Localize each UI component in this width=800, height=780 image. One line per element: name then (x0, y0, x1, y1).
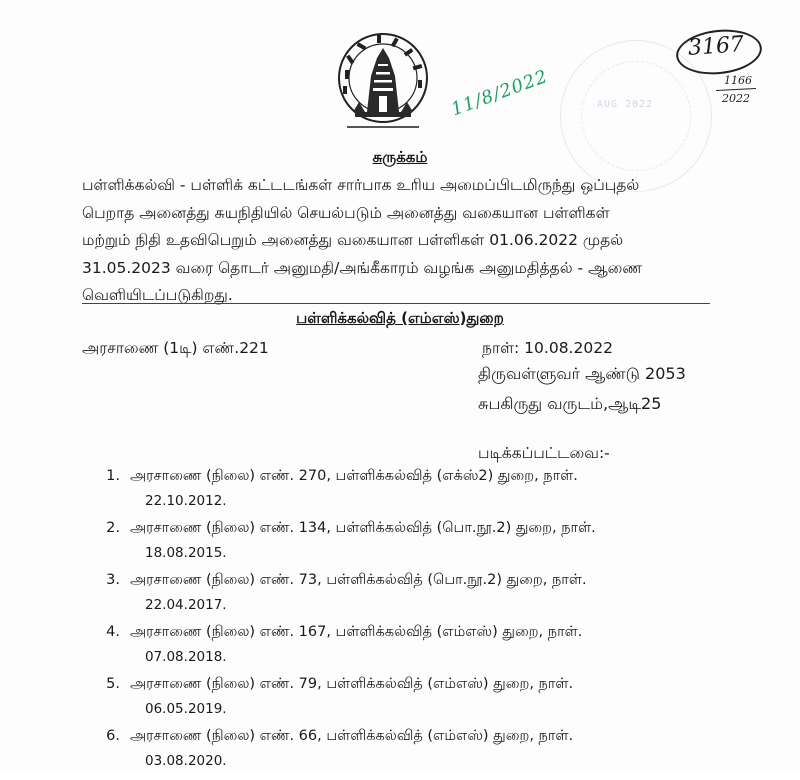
summary-line: வெளியிடப்படுகிறது. (82, 286, 233, 304)
reference-item (100, 520, 740, 572)
government-order-number: அரசாணை (1டி) எண்.221 (82, 339, 269, 357)
reference-number: 4. (106, 624, 120, 640)
reference-item (100, 728, 740, 780)
summary-line: பெறாத அனைத்து சுயநிதியில் செயல்படும் அனைத்து வகையான பள்ளிகள் (82, 203, 610, 222)
reference-item (100, 676, 740, 728)
summary-line: 31.05.2023 வரை தொடர் அனுமதி/அங்கீகாரம் வழங்க அனுமதித்தல் - ஆணை (82, 258, 643, 277)
tamil-year: திருவள்ளுவர் ஆண்டு 2053 (478, 364, 686, 383)
summary-line: பள்ளிக்கல்வி - பள்ளிக் கட்டடங்கள் சார்பாக உரிய அமைப்பிடமிருந்து ஒப்புதல் (82, 176, 640, 194)
reference-date: 07.08.2018. (145, 649, 227, 665)
reference-text: அரசாணை (நிலை) எண். 270, பள்ளிக்கல்வித் (எக்ஸ்2) துறை, நாள். (130, 468, 578, 484)
reference-number: 3. (106, 572, 120, 588)
reference-item (100, 572, 740, 624)
section-divider (82, 303, 710, 304)
department-heading: பள்ளிக்கல்வித் (எம்எஸ்)துறை (296, 309, 504, 327)
summary-title: சுருக்கம் (372, 148, 428, 166)
reference-number: 5. (106, 676, 120, 692)
reference-text: அரசாணை (நிலை) எண். 66, பள்ளிக்கல்வித் (எம்எஸ்) துறை, நாள். (130, 728, 574, 744)
reference-item (100, 468, 740, 520)
reference-number: 2. (106, 520, 120, 536)
reference-item (100, 624, 740, 676)
reference-text: அரசாணை (நிலை) எண். 73, பள்ளிக்கல்வித் (பொ.நூ.2) துறை, நாள். (130, 572, 587, 588)
reference-text: அரசாணை (நிலை) எண். 79, பள்ளிக்கல்வித் (எம்எஸ்) துறை, நாள். (130, 676, 574, 692)
reference-date: 22.10.2012. (145, 493, 227, 509)
handwritten-ref-year: 2022 (722, 92, 750, 105)
reference-number: 1. (106, 468, 120, 484)
handwritten-green-date: 11/8/2022 (448, 65, 551, 121)
references-list (100, 468, 740, 780)
reference-date: 06.05.2019. (145, 701, 227, 717)
handwritten-ref-number: 1166 (724, 74, 752, 87)
handwritten-inward-number: 3167 (687, 32, 745, 61)
summary-paragraph (82, 172, 722, 310)
reference-number: 6. (106, 728, 120, 744)
summary-line: மற்றும் நிதி உதவிபெறும் அனைத்து வகையான பள்ளிகள் 01.06.2022 முதல் (82, 231, 624, 249)
reference-text: அரசாணை (நிலை) எண். 167, பள்ளிக்கல்வித் (எம்எஸ்) துறை, நாள். (130, 624, 583, 640)
reference-date: 22.04.2017. (145, 597, 227, 613)
order-date: நாள்: 10.08.2022 (482, 339, 613, 357)
reference-date: 03.08.2020. (145, 753, 227, 769)
tamil-nadu-emblem-icon (333, 30, 433, 135)
reference-date: 18.08.2015. (145, 545, 227, 561)
reference-text: அரசாணை (நிலை) எண். 134, பள்ளிக்கல்வித் (பொ.நூ.2) துறை, நாள். (130, 520, 596, 536)
handwritten-fraction-line (716, 88, 756, 91)
tamil-month: சுபகிருது வருடம்,ஆடி25 (478, 394, 662, 413)
read-heading: படிக்கப்பட்டவை:- (478, 444, 610, 462)
receipt-seal-date: AUG 2022 (597, 99, 654, 110)
